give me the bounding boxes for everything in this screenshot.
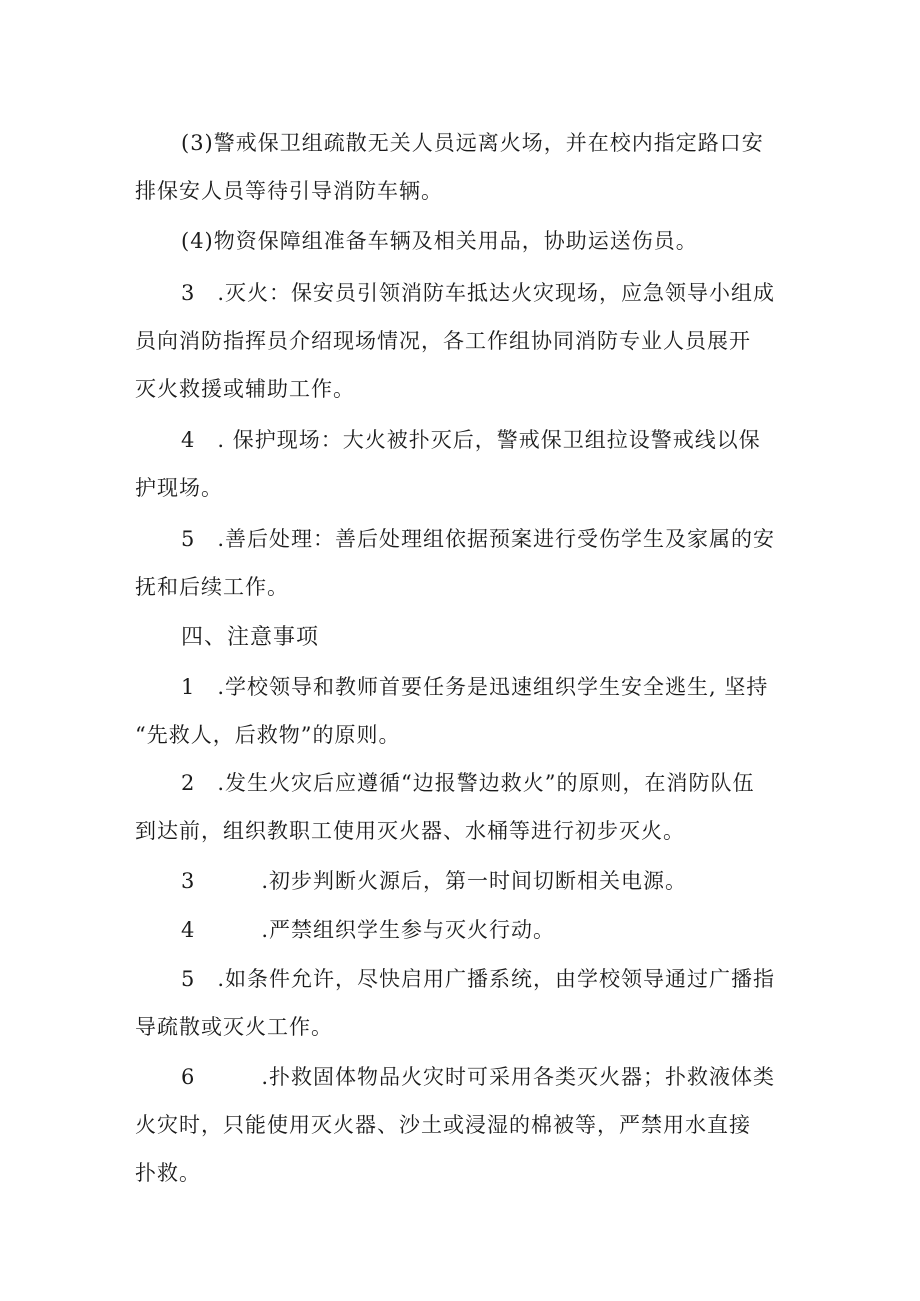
text-line: 灭火救援或辅助工作。	[135, 377, 355, 401]
note-item-1	[135, 663, 795, 759]
text-line: 1 .学校领导和教师首要任务是迅速组织学生安全逃生, 坚持	[181, 675, 769, 699]
note-item-4	[135, 906, 795, 954]
note-item-5	[135, 955, 795, 1051]
text-line: 5 .善后处理：善后处理组依据预案进行受伤学生及家属的安	[181, 527, 776, 551]
note-item-6	[135, 1053, 795, 1197]
text-line: 5 .如条件允许，尽快启用广播系统，由学校领导通过广播指	[181, 967, 776, 991]
text-line: 4 .严禁组织学生参与灭火行动。	[181, 918, 556, 942]
text-line: 排保安人员等待引导消防车辆。	[135, 179, 443, 203]
text-line: (4)物资保障组准备车辆及相关用品，协助运送伤员。	[181, 229, 698, 253]
text-line: 抚和后续工作。	[135, 575, 289, 599]
paragraph-guard-evacuation	[135, 119, 795, 215]
text-line: 6 .扑救固体物品火灾时可采用各类灭火器；扑救液体类	[181, 1065, 776, 1089]
text-line: 员向消防指挥员介绍现场情况，各工作组协同消防专业人员展开	[135, 329, 751, 353]
text-line: 护现场。	[135, 476, 223, 500]
text-line: (3)警戒保卫组疏散无关人员远离火场，并在校内指定路口安	[181, 131, 764, 155]
text-line: 3 .灭火：保安员引领消防车抵达火灾现场，应急领导小组成	[181, 281, 776, 305]
paragraph-supplies	[135, 217, 795, 265]
text-line: 扑救。	[135, 1161, 201, 1185]
text-line: 4 . 保护现场：大火被扑灭后，警戒保卫组拉设警戒线以保	[181, 428, 761, 452]
note-item-3	[135, 857, 795, 905]
text-line: 火灾时，只能使用灭火器、沙土或浸湿的棉被等，严禁用水直接	[135, 1113, 751, 1137]
text-line: “先救人，后救物”的原则。	[135, 723, 401, 747]
text-line: 3 .初步判断火源后，第一时间切断相关电源。	[181, 869, 688, 893]
paragraph-aftermath	[135, 515, 795, 611]
section-heading-text: 四、注意事项	[181, 625, 320, 650]
text-line: 到达前，组织教职工使用灭火器、水桶等进行初步灭火。	[135, 819, 685, 843]
paragraph-protect-scene	[135, 416, 795, 512]
paragraph-firefighting	[135, 269, 795, 413]
section-heading	[135, 614, 795, 662]
note-item-2	[135, 759, 795, 855]
text-line: 导疏散或灭火工作。	[135, 1015, 333, 1039]
text-line: 2 .发生火灾后应遵循“边报警边救火”的原则，在消防队伍	[181, 771, 755, 795]
